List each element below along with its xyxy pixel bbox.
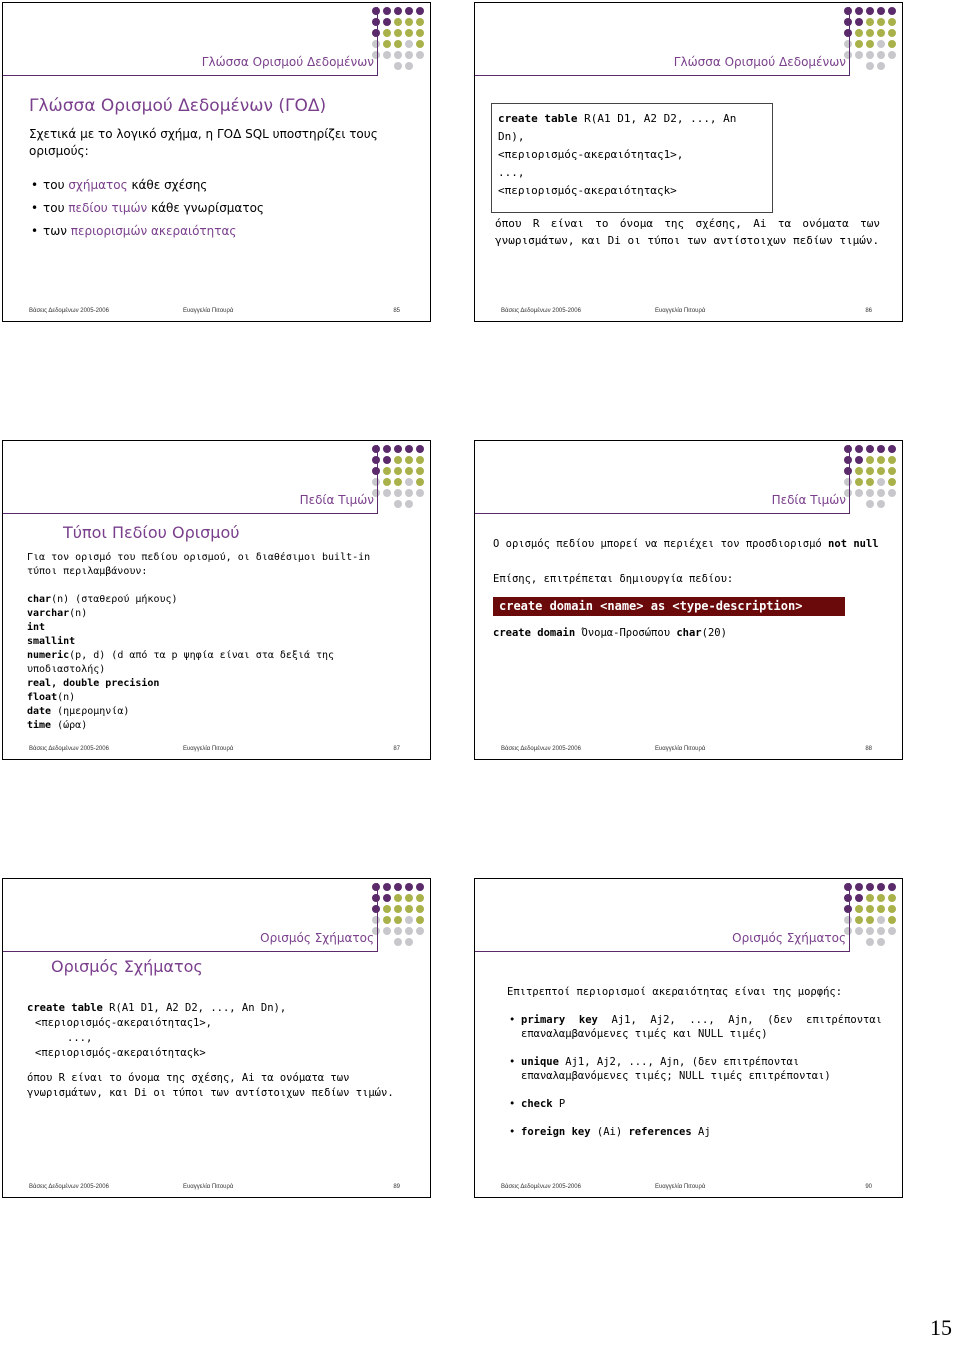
syntax-bar: create domain <name> as <type-description> — [493, 597, 845, 616]
list-item: time (ώρα) — [27, 720, 88, 731]
decorative-dot — [866, 500, 874, 508]
decorative-dot — [416, 7, 424, 15]
decorative-dot — [877, 883, 885, 891]
decorative-dots — [372, 883, 428, 948]
decorative-dot — [405, 894, 413, 902]
decorative-dot — [888, 29, 896, 37]
decorative-dot — [416, 927, 424, 935]
decorative-dot — [844, 445, 852, 453]
page-number: 15 — [930, 1315, 952, 1340]
decorative-dot — [888, 62, 896, 70]
code-line: create table R(A1 D1, A2 D2, ..., An Dn), — [27, 1002, 287, 1014]
decorative-dot — [888, 456, 896, 464]
slide-content — [27, 1001, 408, 1101]
decorative-dot — [888, 40, 896, 48]
decorative-dots — [844, 445, 900, 510]
decorative-dot — [877, 7, 885, 15]
decorative-dot — [405, 62, 413, 70]
bullet-list — [29, 174, 410, 243]
decorative-dot — [888, 18, 896, 26]
decorative-dot — [383, 445, 391, 453]
decorative-dot — [416, 489, 424, 497]
decorative-dot — [383, 478, 391, 486]
decorative-dot — [855, 7, 863, 15]
decorative-dot — [877, 62, 885, 70]
slide-header: Γλώσσα Ορισμού Δεδομένων — [201, 55, 374, 69]
decorative-dots — [844, 7, 900, 72]
decorative-dot — [855, 40, 863, 48]
decorative-dot — [855, 500, 863, 508]
decorative-dot — [866, 905, 874, 913]
decorative-dot — [394, 467, 402, 475]
decorative-dot — [394, 29, 402, 37]
description: όπου R είναι το όνομα της σχέσης, Ai τα ονόματα των γνωρισμάτων, και Di οι τύποι των αντίστοιχων πεδίων τιμών. — [27, 1072, 394, 1099]
list-item: • του πεδίου τιμών κάθε γνωρίσματος — [29, 197, 410, 220]
decorative-dot — [877, 916, 885, 924]
decorative-dot — [405, 51, 413, 59]
slide-footer — [475, 745, 902, 759]
decorative-dot — [877, 927, 885, 935]
divider — [475, 75, 850, 76]
footer-course: Βάσεις Δεδομένων 2005-2006 — [29, 746, 109, 752]
slide-88 — [474, 440, 903, 760]
footer-course: Βάσεις Δεδομένων 2005-2006 — [29, 1184, 109, 1190]
decorative-dot — [866, 7, 874, 15]
slide-number: 87 — [393, 746, 400, 752]
decorative-dot — [394, 500, 402, 508]
decorative-dot — [855, 51, 863, 59]
divider — [377, 883, 378, 951]
slide-footer — [3, 745, 430, 759]
decorative-dot — [866, 916, 874, 924]
list-item: smallint — [27, 636, 76, 647]
decorative-dot — [416, 500, 424, 508]
decorative-dot — [877, 467, 885, 475]
footer-course: Βάσεις Δεδομένων 2005-2006 — [29, 308, 109, 314]
decorative-dot — [383, 927, 391, 935]
slide-87 — [2, 440, 431, 760]
decorative-dot — [844, 478, 852, 486]
list-item: numeric(p, d) (d από τα p ψηφία είναι στα δεξιά της υποδιαστολής) — [27, 650, 335, 675]
decorative-dot — [394, 62, 402, 70]
decorative-dot — [405, 883, 413, 891]
decorative-dot — [416, 51, 424, 59]
code-line: ..., — [498, 166, 525, 179]
slide-header: Γλώσσα Ορισμού Δεδομένων — [673, 55, 846, 69]
decorative-dot — [844, 456, 852, 464]
decorative-dot — [866, 883, 874, 891]
decorative-dot — [866, 894, 874, 902]
slide-footer — [3, 307, 430, 321]
example-line: create domain Όνομα-Προσώπου char(20) — [493, 627, 727, 639]
slide-number: 85 — [393, 308, 400, 314]
decorative-dot — [405, 927, 413, 935]
divider — [475, 951, 850, 952]
decorative-dot — [855, 478, 863, 486]
decorative-dot — [877, 18, 885, 26]
decorative-dot — [383, 905, 391, 913]
decorative-dot — [855, 927, 863, 935]
decorative-dot — [394, 456, 402, 464]
decorative-dot — [383, 500, 391, 508]
decorative-dot — [877, 905, 885, 913]
decorative-dot — [416, 883, 424, 891]
decorative-dot — [888, 883, 896, 891]
decorative-dot — [855, 29, 863, 37]
decorative-dot — [372, 905, 380, 913]
decorative-dot — [405, 489, 413, 497]
divider — [3, 513, 378, 514]
decorative-dot — [405, 938, 413, 946]
slide-content — [493, 537, 884, 641]
decorative-dot — [372, 478, 380, 486]
decorative-dot — [383, 883, 391, 891]
decorative-dot — [855, 18, 863, 26]
decorative-dot — [888, 467, 896, 475]
decorative-dot — [877, 478, 885, 486]
list-item: • unique Aj1, Aj2, ..., Ajn, (δεν επιτρέπονται επαναλαμβανόμενες τιμές; NULL τιμές επιτρέπονται) — [507, 1055, 882, 1083]
decorative-dot — [383, 18, 391, 26]
decorative-dot — [394, 489, 402, 497]
decorative-dot — [866, 489, 874, 497]
decorative-dot — [405, 500, 413, 508]
decorative-dot — [866, 18, 874, 26]
code-line: ..., — [67, 1032, 93, 1044]
decorative-dot — [844, 883, 852, 891]
decorative-dot — [877, 489, 885, 497]
list-item: • των περιορισμών ακεραιότητας — [29, 220, 410, 243]
decorative-dots — [844, 883, 900, 948]
decorative-dot — [405, 445, 413, 453]
decorative-dot — [416, 894, 424, 902]
code-line: <περιορισμός-ακεραιότητας1>, — [498, 148, 684, 161]
decorative-dot — [855, 445, 863, 453]
decorative-dot — [855, 916, 863, 924]
decorative-dot — [383, 894, 391, 902]
footer-author: Ευαγγελία Πιτουρά — [655, 746, 706, 752]
decorative-dot — [372, 445, 380, 453]
decorative-dot — [416, 905, 424, 913]
footer-author: Ευαγγελία Πιτουρά — [183, 1184, 234, 1190]
divider — [849, 883, 850, 951]
decorative-dot — [855, 456, 863, 464]
decorative-dot — [855, 489, 863, 497]
decorative-dot — [383, 938, 391, 946]
footer-course: Βάσεις Δεδομένων 2005-2006 — [501, 746, 581, 752]
list-item: • του σχήματος κάθε σχέσης — [29, 174, 410, 197]
decorative-dot — [394, 938, 402, 946]
slide-header: Πεδία Τιμών — [771, 493, 846, 507]
list-item: • primary key Aj1, Aj2, ..., Ajn, (δεν επιτρέπονται επαναλαμβανόμενες τιμές και NULL τιμές) — [507, 1013, 882, 1041]
decorative-dot — [383, 467, 391, 475]
decorative-dot — [855, 62, 863, 70]
slide-number: 89 — [393, 1184, 400, 1190]
divider — [475, 513, 850, 514]
divider — [849, 445, 850, 513]
decorative-dot — [405, 7, 413, 15]
decorative-dot — [866, 927, 874, 935]
decorative-dot — [888, 500, 896, 508]
decorative-dot — [405, 456, 413, 464]
decorative-dot — [866, 467, 874, 475]
decorative-dot — [888, 905, 896, 913]
slide-content — [29, 96, 410, 243]
decorative-dot — [416, 916, 424, 924]
decorative-dot — [877, 456, 885, 464]
decorative-dot — [855, 905, 863, 913]
decorative-dot — [888, 938, 896, 946]
decorative-dot — [844, 40, 852, 48]
decorative-dot — [405, 18, 413, 26]
decorative-dot — [405, 40, 413, 48]
decorative-dot — [877, 51, 885, 59]
footer-course: Βάσεις Δεδομένων 2005-2006 — [501, 1184, 581, 1190]
code-line: <περιορισμός-ακεραιότηταςk> — [498, 184, 677, 197]
list-item: • foreign key (Ai) references Aj — [507, 1125, 882, 1139]
decorative-dot — [372, 18, 380, 26]
decorative-dot — [394, 18, 402, 26]
decorative-dot — [877, 445, 885, 453]
text-line: Ο ορισμός πεδίου μπορεί να περιέχει τον προσδιορισμό not null — [493, 538, 879, 550]
intro-text: Επιτρεπτοί περιορισμοί ακεραιότητας είναι της μορφής: — [507, 986, 843, 998]
code-line: <περιορισμός-ακεραιότηταςk> — [35, 1047, 206, 1059]
slide-number: 88 — [865, 746, 872, 752]
divider — [849, 7, 850, 75]
decorative-dot — [372, 883, 380, 891]
text-line: Επίσης, επιτρέπεται δημιουργία πεδίου: — [493, 573, 734, 585]
decorative-dot — [394, 478, 402, 486]
divider — [3, 75, 378, 76]
decorative-dot — [383, 51, 391, 59]
decorative-dot — [383, 456, 391, 464]
slide-footer — [3, 1183, 430, 1197]
decorative-dot — [372, 29, 380, 37]
decorative-dot — [844, 7, 852, 15]
decorative-dot — [888, 51, 896, 59]
description: όπου R είναι το όνομα της σχέσης, Ai τα ονόματα των γνωρισμάτων, και Di οι τύποι των αντίστοιχων πεδίων τιμών. — [495, 217, 880, 247]
decorative-dot — [394, 927, 402, 935]
intro-text: Για τον ορισμό του πεδίου ορισμού, οι διαθέσιμοι built-in τύποι περιλαμβάνουν: — [27, 552, 371, 577]
decorative-dot — [888, 445, 896, 453]
list-item: date (ημερομηνία) — [27, 706, 130, 717]
decorative-dot — [855, 467, 863, 475]
slide-content — [27, 551, 406, 733]
decorative-dot — [394, 40, 402, 48]
decorative-dot — [394, 894, 402, 902]
decorative-dot — [372, 916, 380, 924]
decorative-dot — [394, 916, 402, 924]
slide-header: Πεδία Τιμών — [299, 493, 374, 507]
code-line: create table R(A1 D1, A2 D2, ..., An Dn), — [498, 112, 737, 143]
decorative-dot — [877, 938, 885, 946]
slide-footer — [475, 307, 902, 321]
decorative-dot — [855, 883, 863, 891]
decorative-dot — [383, 916, 391, 924]
decorative-dot — [877, 40, 885, 48]
constraint-list — [507, 1013, 882, 1139]
intro-text: Σχετικά με το λογικό σχήμα, η ΓΟΔ SQL υποστηρίζει τους ορισμούς: — [29, 127, 378, 158]
decorative-dot — [394, 51, 402, 59]
footer-author: Ευαγγελία Πιτουρά — [183, 746, 234, 752]
decorative-dot — [844, 467, 852, 475]
list-item: varchar(n) — [27, 608, 88, 619]
slide-footer — [475, 1183, 902, 1197]
decorative-dot — [866, 62, 874, 70]
slide-85 — [2, 2, 431, 322]
decorative-dot — [866, 29, 874, 37]
decorative-dot — [855, 938, 863, 946]
footer-course: Βάσεις Δεδομένων 2005-2006 — [501, 308, 581, 314]
list-item: int — [27, 622, 46, 633]
decorative-dot — [372, 7, 380, 15]
decorative-dot — [416, 938, 424, 946]
decorative-dot — [866, 456, 874, 464]
decorative-dot — [383, 40, 391, 48]
decorative-dot — [888, 927, 896, 935]
decorative-dot — [844, 894, 852, 902]
decorative-dot — [383, 62, 391, 70]
decorative-dot — [416, 18, 424, 26]
decorative-dot — [383, 29, 391, 37]
slide-86 — [474, 2, 903, 322]
decorative-dot — [416, 467, 424, 475]
footer-author: Ευαγγελία Πιτουρά — [655, 308, 706, 314]
decorative-dot — [394, 7, 402, 15]
decorative-dot — [888, 478, 896, 486]
decorative-dot — [372, 40, 380, 48]
decorative-dot — [844, 18, 852, 26]
slide-number: 90 — [865, 1184, 872, 1190]
decorative-dot — [372, 456, 380, 464]
decorative-dot — [372, 894, 380, 902]
decorative-dot — [866, 40, 874, 48]
decorative-dot — [877, 894, 885, 902]
slide-title: Τύποι Πεδίου Ορισμού — [63, 523, 240, 542]
decorative-dot — [844, 916, 852, 924]
divider — [377, 7, 378, 75]
decorative-dot — [866, 445, 874, 453]
footer-author: Ευαγγελία Πιτουρά — [183, 308, 234, 314]
decorative-dot — [416, 62, 424, 70]
decorative-dot — [416, 478, 424, 486]
decorative-dot — [394, 445, 402, 453]
code-line: <περιορισμός-ακεραιότητας1>, — [35, 1017, 213, 1029]
decorative-dot — [405, 29, 413, 37]
decorative-dot — [844, 29, 852, 37]
list-item: real, double precision — [27, 678, 160, 689]
decorative-dot — [416, 456, 424, 464]
decorative-dot — [383, 489, 391, 497]
divider — [3, 951, 378, 952]
decorative-dot — [888, 916, 896, 924]
decorative-dots — [372, 7, 428, 72]
decorative-dot — [405, 916, 413, 924]
list-item: char(n) (σταθερού μήκους) — [27, 594, 178, 605]
decorative-dots — [372, 445, 428, 510]
decorative-dot — [416, 29, 424, 37]
slide-content — [507, 985, 882, 1139]
slide-title: Γλώσσα Ορισμού Δεδομένων (ΓΟΔ) — [29, 96, 327, 116]
decorative-dot — [888, 894, 896, 902]
decorative-dot — [888, 7, 896, 15]
decorative-dot — [866, 51, 874, 59]
divider — [377, 445, 378, 513]
decorative-dot — [877, 29, 885, 37]
decorative-dot — [888, 489, 896, 497]
decorative-dot — [405, 905, 413, 913]
slide-header: Ορισμός Σχήματος — [260, 931, 374, 945]
decorative-dot — [416, 445, 424, 453]
decorative-dot — [855, 894, 863, 902]
decorative-dot — [405, 478, 413, 486]
decorative-dot — [866, 478, 874, 486]
decorative-dot — [394, 905, 402, 913]
slide-header: Ορισμός Σχήματος — [732, 931, 846, 945]
decorative-dot — [877, 500, 885, 508]
slide-title: Ορισμός Σχήματος — [51, 957, 203, 976]
slide-number: 86 — [865, 308, 872, 314]
footer-author: Ευαγγελία Πιτουρά — [655, 1184, 706, 1190]
decorative-dot — [405, 467, 413, 475]
decorative-dot — [866, 938, 874, 946]
decorative-dot — [383, 7, 391, 15]
decorative-dot — [372, 467, 380, 475]
decorative-dot — [394, 883, 402, 891]
decorative-dot — [416, 40, 424, 48]
list-item: • check P — [507, 1097, 882, 1111]
code-box — [491, 103, 773, 213]
slide-89 — [2, 878, 431, 1198]
slide-90 — [474, 878, 903, 1198]
list-item: float(n) — [27, 692, 76, 703]
decorative-dot — [844, 905, 852, 913]
